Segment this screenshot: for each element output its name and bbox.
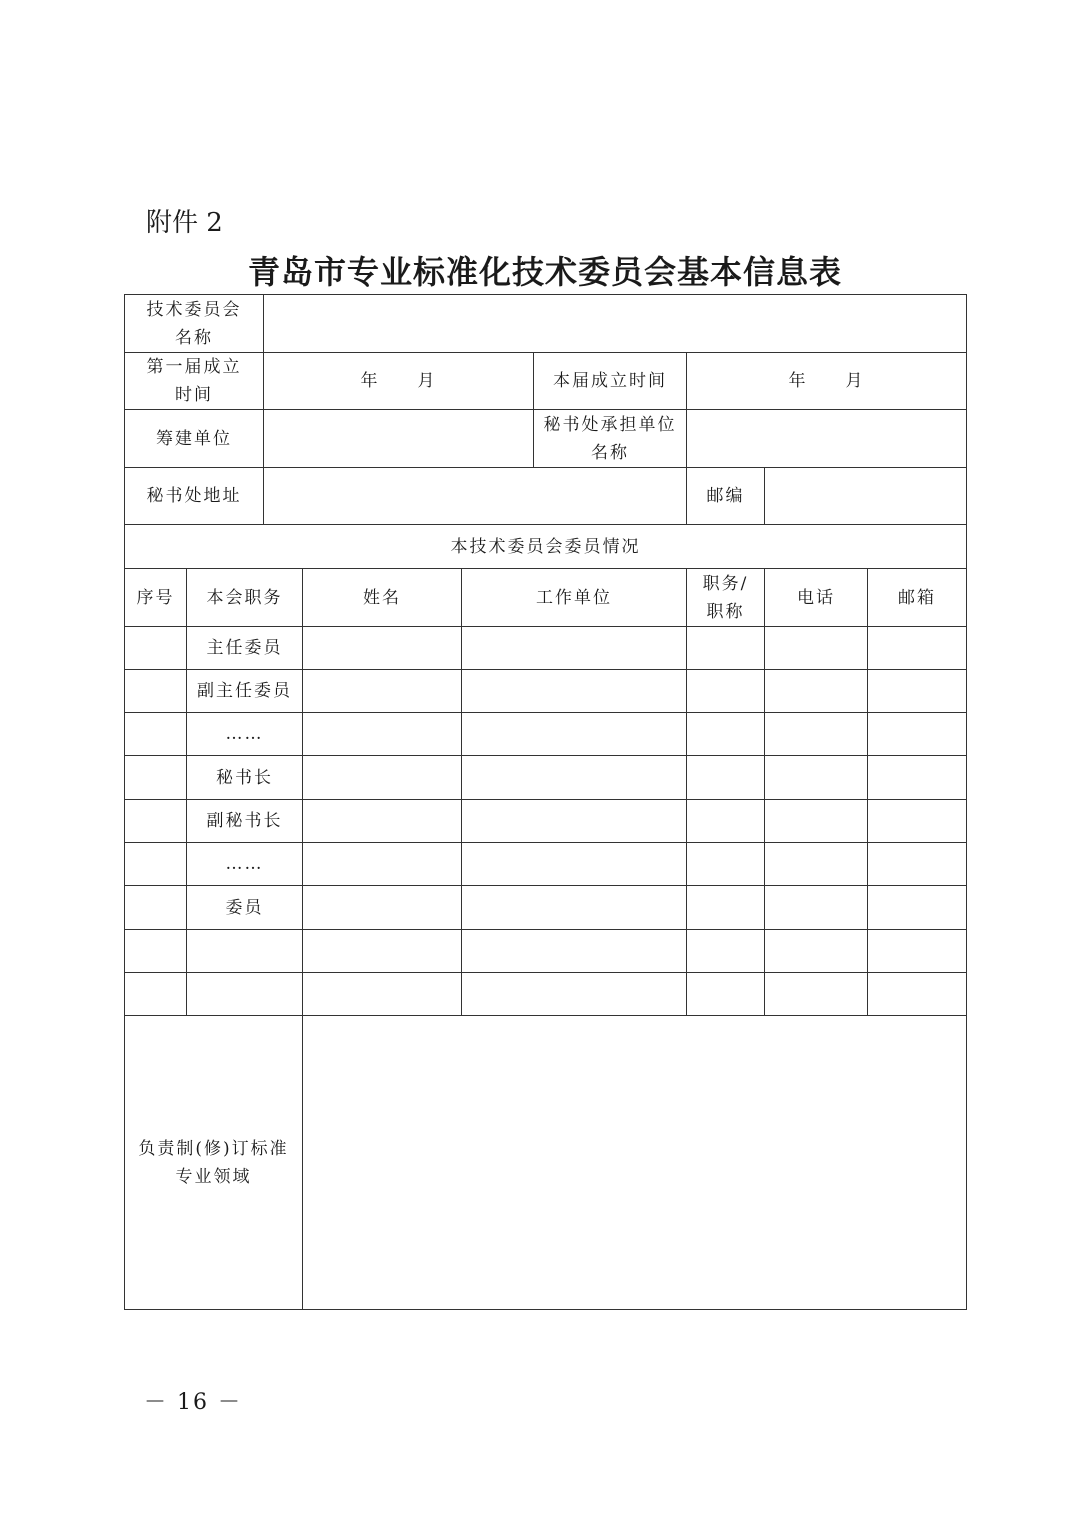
attachment-label: 附件 2 — [146, 208, 223, 238]
member-role-cell-text: 主任委员 — [206, 638, 283, 658]
col-name-header — [302, 568, 462, 627]
col-role-header — [186, 568, 303, 627]
col-phone-header — [764, 568, 868, 627]
member-email-cell[interactable] — [867, 712, 967, 756]
members-heading-text: 本技术委员会委员情况 — [450, 536, 641, 557]
member-role-cell — [186, 842, 303, 886]
member-phone-cell[interactable] — [764, 885, 868, 930]
member-phone-cell[interactable] — [764, 669, 868, 713]
page-title: 青岛市专业标准化技术委员会基本信息表 — [247, 253, 842, 291]
first-established-label — [124, 352, 264, 410]
postcode-field[interactable] — [764, 467, 967, 525]
member-role-cell-text: 副主任委员 — [197, 681, 292, 701]
col-employer-header — [461, 568, 687, 627]
col-title-header — [686, 568, 765, 627]
committee-name-field[interactable] — [263, 294, 967, 353]
member-seq-cell[interactable] — [124, 972, 187, 1016]
secretariat-unit-label-text: 秘书处承担单位 名称 — [543, 414, 677, 463]
member-name-cell[interactable] — [302, 799, 462, 843]
founder-field[interactable] — [263, 409, 534, 468]
member-role-cell-text: …… — [225, 854, 264, 874]
member-seq-cell[interactable] — [124, 885, 187, 930]
member-name-cell[interactable] — [302, 712, 462, 756]
col-email-header-text: 邮箱 — [898, 587, 936, 608]
first-established-field[interactable] — [263, 352, 534, 410]
col-email-header — [867, 568, 967, 627]
member-role-cell-text: …… — [225, 724, 264, 744]
member-employer-cell[interactable] — [461, 929, 687, 973]
member-seq-cell[interactable] — [124, 842, 187, 886]
member-name-cell[interactable] — [302, 885, 462, 930]
member-phone-cell[interactable] — [764, 799, 868, 843]
first-established-label-text: 第一届成立 时间 — [146, 357, 242, 405]
first-established-field-text: 年 月 — [360, 371, 437, 391]
col-employer-header-text: 工作单位 — [536, 587, 612, 608]
member-employer-cell[interactable] — [461, 712, 687, 756]
members-heading — [124, 524, 967, 569]
member-email-cell[interactable] — [867, 929, 967, 973]
member-phone-cell[interactable] — [764, 842, 868, 886]
member-seq-cell[interactable] — [124, 755, 187, 800]
member-title-cell[interactable] — [686, 669, 765, 713]
member-phone-cell[interactable] — [764, 626, 868, 670]
member-email-cell[interactable] — [867, 799, 967, 843]
member-name-cell[interactable] — [302, 929, 462, 973]
member-email-cell[interactable] — [867, 626, 967, 670]
member-seq-cell[interactable] — [124, 626, 187, 670]
member-title-cell[interactable] — [686, 929, 765, 973]
current-established-field[interactable] — [686, 352, 967, 410]
col-phone-header-text: 电话 — [797, 587, 835, 608]
member-role-cell-text: 秘书长 — [216, 767, 273, 788]
member-employer-cell[interactable] — [461, 626, 687, 670]
secretariat-address-field[interactable] — [263, 467, 687, 525]
page-number: － 16 － — [144, 1390, 242, 1415]
founder-label-text: 筹建单位 — [156, 428, 232, 449]
member-role-cell — [186, 712, 303, 756]
committee-name-label — [124, 294, 264, 353]
member-role-cell — [186, 626, 303, 670]
member-employer-cell[interactable] — [461, 799, 687, 843]
current-established-field-text: 年 月 — [788, 371, 865, 391]
secretariat-unit-field[interactable] — [686, 409, 967, 468]
member-name-cell[interactable] — [302, 972, 462, 1016]
secretariat-unit-label — [533, 409, 687, 468]
member-role-cell — [186, 929, 303, 973]
col-name-header-text: 姓名 — [363, 587, 401, 608]
member-seq-cell[interactable] — [124, 799, 187, 843]
member-email-cell[interactable] — [867, 669, 967, 713]
secretariat-address-label-text: 秘书处地址 — [146, 486, 242, 506]
member-title-cell[interactable] — [686, 799, 765, 843]
member-role-cell-text: 副秘书长 — [206, 811, 283, 831]
member-email-cell[interactable] — [867, 755, 967, 800]
domain-field[interactable] — [302, 1015, 967, 1310]
member-employer-cell[interactable] — [461, 755, 687, 800]
domain-label-text: 负责制(修)订标准 专业领域 — [138, 1138, 289, 1187]
postcode-label-text: 邮编 — [706, 486, 745, 506]
member-role-cell — [186, 799, 303, 843]
col-seq-header-text: 序号 — [136, 587, 175, 608]
member-role-cell-text: 委员 — [225, 897, 264, 918]
col-title-header-text: 职务/ 职称 — [702, 573, 749, 622]
member-phone-cell[interactable] — [764, 929, 868, 973]
member-title-cell[interactable] — [686, 626, 765, 670]
member-name-cell[interactable] — [302, 755, 462, 800]
committee-name-label-text: 技术委员会 名称 — [146, 299, 242, 348]
domain-label — [124, 1015, 303, 1310]
member-role-cell — [186, 885, 303, 930]
member-employer-cell[interactable] — [461, 885, 687, 930]
member-name-cell[interactable] — [302, 669, 462, 713]
member-employer-cell[interactable] — [461, 669, 687, 713]
member-email-cell[interactable] — [867, 972, 967, 1016]
member-phone-cell[interactable] — [764, 972, 868, 1016]
current-established-label-text: 本届成立时间 — [553, 371, 667, 391]
member-name-cell[interactable] — [302, 842, 462, 886]
col-seq-header — [124, 568, 187, 627]
member-role-cell — [186, 755, 303, 800]
member-title-cell[interactable] — [686, 712, 765, 756]
member-seq-cell[interactable] — [124, 712, 187, 756]
member-seq-cell[interactable] — [124, 669, 187, 713]
member-title-cell[interactable] — [686, 755, 765, 800]
member-phone-cell[interactable] — [764, 712, 868, 756]
member-role-cell — [186, 669, 303, 713]
secretariat-address-label — [124, 467, 264, 525]
member-email-cell[interactable] — [867, 842, 967, 886]
member-role-cell — [186, 972, 303, 1016]
member-employer-cell[interactable] — [461, 972, 687, 1016]
col-role-header-text: 本会职务 — [206, 587, 283, 608]
current-established-label — [533, 352, 687, 410]
member-name-cell[interactable] — [302, 626, 462, 670]
founder-label — [124, 409, 264, 468]
postcode-label — [686, 467, 765, 525]
member-title-cell[interactable] — [686, 842, 765, 886]
member-email-cell[interactable] — [867, 885, 967, 930]
member-title-cell[interactable] — [686, 885, 765, 930]
member-employer-cell[interactable] — [461, 842, 687, 886]
member-phone-cell[interactable] — [764, 755, 868, 800]
member-seq-cell[interactable] — [124, 929, 187, 973]
member-title-cell[interactable] — [686, 972, 765, 1016]
